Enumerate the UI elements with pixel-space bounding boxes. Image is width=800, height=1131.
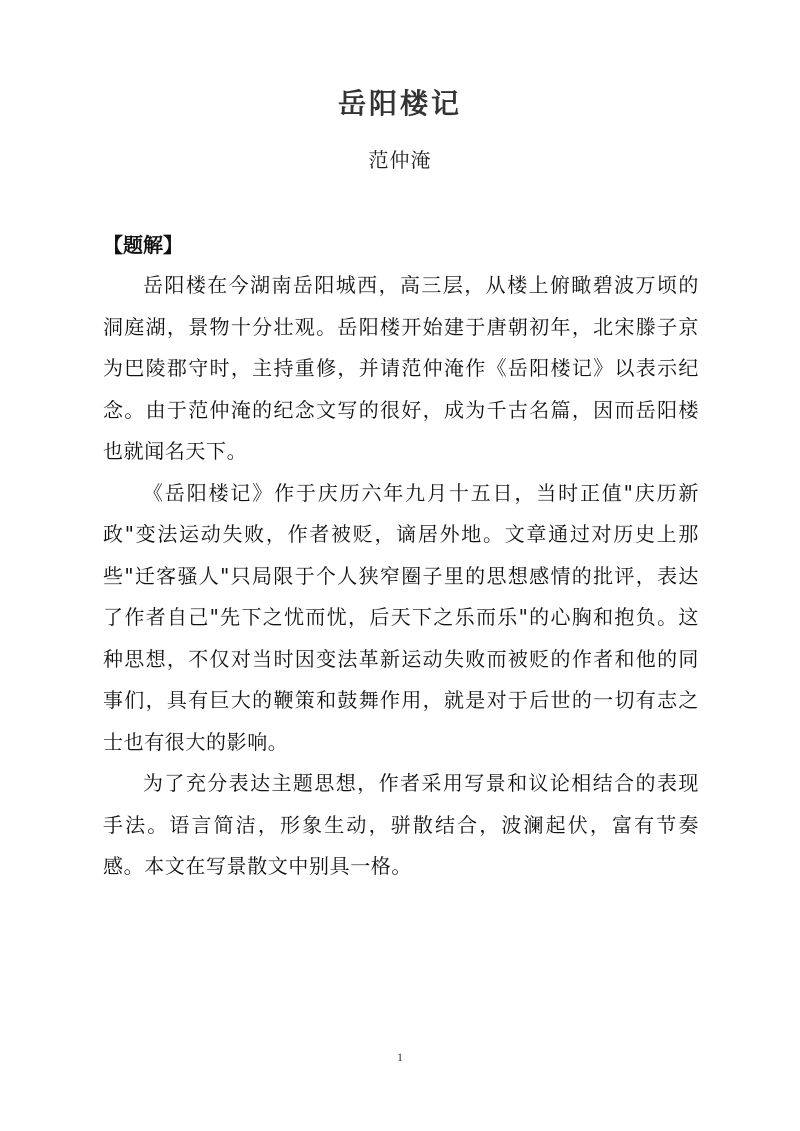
- paragraph: 岳阳楼在今湖南岳阳城西，高三层，从楼上俯瞰碧波万顷的洞庭湖，景物十分壮观。岳阳楼开始建于唐朝初年，北宋滕子京为巴陵郡守时，主持重修，并请范仲淹作《岳阳楼记》以表示纪念。由于范仲淹的纪念文写的很好，成为千古名篇，因而岳阳楼也就闻名天下。: [103, 273, 699, 463]
- body-text: [103, 265, 699, 888]
- paragraph: 为了充分表达主题思想，作者采用写景和议论相结合的表现手法。语言简洁，形象生动，骈散结合，波澜起伏，富有节奏感。本文在写景散文中别具一格。: [103, 771, 699, 878]
- paragraph: 《岳阳楼记》作于庆历六年九月十五日，当时正值"庆历新政"变法运动失败，作者被贬，谪居外地。文章通过对历史上那些"迁客骚人"只局限于个人狭窄圈子里的思想感情的批评，表达了作者自己"先下之忧而忧，后天下之乐而乐"的心胸和抱负。这种思想，不仅对当时因变法革新运动失败而被贬的作者和他的同事们，具有巨大的鞭策和鼓舞作用，就是对于后世的一切有志之士也有很大的影响。: [103, 480, 699, 754]
- section-heading: 【题解】: [103, 233, 183, 257]
- page-number: 1: [397, 1050, 403, 1064]
- document-title: 岳阳楼记: [337, 87, 462, 120]
- author-name: 范仲淹: [368, 148, 432, 172]
